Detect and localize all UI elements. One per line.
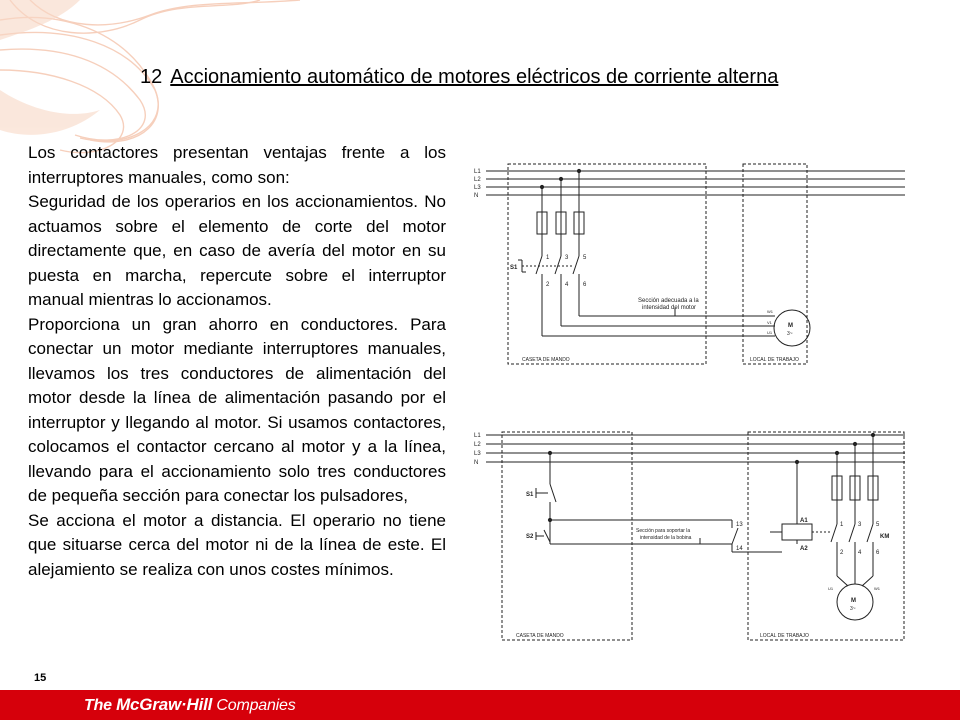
paragraph-safety: Seguridad de los operarios en los accionamientos. No actuamos sobre el elemento de corte del motor directamente que, en caso de avería del motor en su puesta en marcha, repercute sobre el interruptor manual mientras lo accionamos. [28, 192, 446, 309]
pushbutton-s1-label: S1 [526, 492, 534, 498]
terminal-4-label: 4 [565, 282, 569, 288]
motor-label: M [788, 323, 793, 329]
coil-section-note-line2: intensidad de la bobina [640, 535, 692, 541]
motor-terminal-w1: W1 [767, 309, 773, 314]
aux-contact-13: 13 [736, 522, 743, 528]
line-l2-label: L2 [474, 177, 481, 183]
km-terminal-2: 2 [840, 550, 844, 556]
body-text [28, 141, 446, 582]
line-l1-label: L1 [474, 169, 481, 175]
km-terminal-1: 1 [840, 522, 844, 528]
terminal-1-label: 1 [546, 255, 550, 261]
publisher-logo [84, 695, 296, 715]
terminal-5-label: 5 [583, 255, 587, 261]
motor-terminal-u1-bottom: U1 [828, 586, 834, 591]
contactor-diagram [470, 426, 910, 646]
line-n-label: N [474, 193, 479, 199]
line-l1-label-bottom: L1 [474, 433, 481, 439]
zone-caseta-label: CASETA DE MANDO [522, 357, 570, 363]
km-terminal-6: 6 [876, 550, 880, 556]
km-terminal-4: 4 [858, 550, 862, 556]
footer-bar [0, 690, 960, 720]
motor-terminal-w1-bottom: W1 [874, 586, 880, 591]
line-l3-label: L3 [474, 185, 481, 191]
paragraph-remote: Se acciona el motor a distancia. El operario no tiene que situarse cerca del motor ni de la línea de este. El alejamiento se realiza con unos costes mínimos. [28, 510, 446, 579]
section-note-line2: intensidad del motor [642, 305, 697, 311]
terminal-3-label: 3 [565, 255, 569, 261]
motor-terminal-v1: V1 [767, 320, 772, 325]
logo-the: The [84, 697, 117, 714]
zone-local-label: LOCAL DE TRABAJO [750, 357, 799, 363]
slide-title-text: Accionamiento automático de motores eléctricos de corriente alterna [170, 66, 779, 88]
pushbutton-s2-label: S2 [526, 534, 534, 540]
logo-mcgrawhill: McGraw·Hill [116, 695, 213, 714]
motor-phase-label-bottom: 3~ [850, 606, 856, 612]
terminal-2-label: 2 [546, 282, 550, 288]
line-l2-label-bottom: L2 [474, 442, 481, 448]
zone-local-label-bottom: LOCAL DE TRABAJO [760, 633, 809, 639]
contactor-km-label: KM [880, 534, 890, 540]
page-number: 15 [34, 672, 47, 684]
paragraph-intro: Los contactores presentan ventajas frente a los interruptores manuales, como son: [28, 143, 446, 187]
km-terminal-3: 3 [858, 522, 862, 528]
coil-a2-label: A2 [800, 546, 808, 552]
terminal-6-label: 6 [583, 282, 587, 288]
manual-switch-diagram [470, 160, 910, 370]
line-n-label-bottom: N [474, 460, 479, 466]
motor-label-bottom: M [851, 598, 856, 604]
slide-number: 12 [140, 66, 163, 88]
section-note-line1: Sección adecuada a la [638, 298, 699, 304]
paragraph-savings: Proporciona un gran ahorro en conductores. Para conectar un motor mediante interruptores manuales, llevamos los tres conductores de alimentación del motor desde la línea de alimentación pasando por el interruptor y llegando al motor. Si usamos contactores, colocamos el contactor cercano al motor y a la línea, llevando para el accionamiento solo tres conductores de pequeña sección para conectar los pulsadores, [28, 314, 446, 505]
km-terminal-5: 5 [876, 522, 880, 528]
logo-companies: Companies [212, 697, 296, 714]
aux-contact-14: 14 [736, 546, 743, 552]
switch-s1-label: S1 [510, 265, 518, 271]
motor-terminal-u1: U1 [767, 330, 773, 335]
slide-title [140, 66, 778, 89]
motor-phase-label: 3~ [787, 331, 793, 337]
coil-a1-label: A1 [800, 518, 808, 524]
zone-caseta-label-bottom: CASETA DE MANDO [516, 633, 564, 639]
coil-section-note-line1: Sección para soportar la [636, 528, 691, 534]
line-l3-label-bottom: L3 [474, 451, 481, 457]
